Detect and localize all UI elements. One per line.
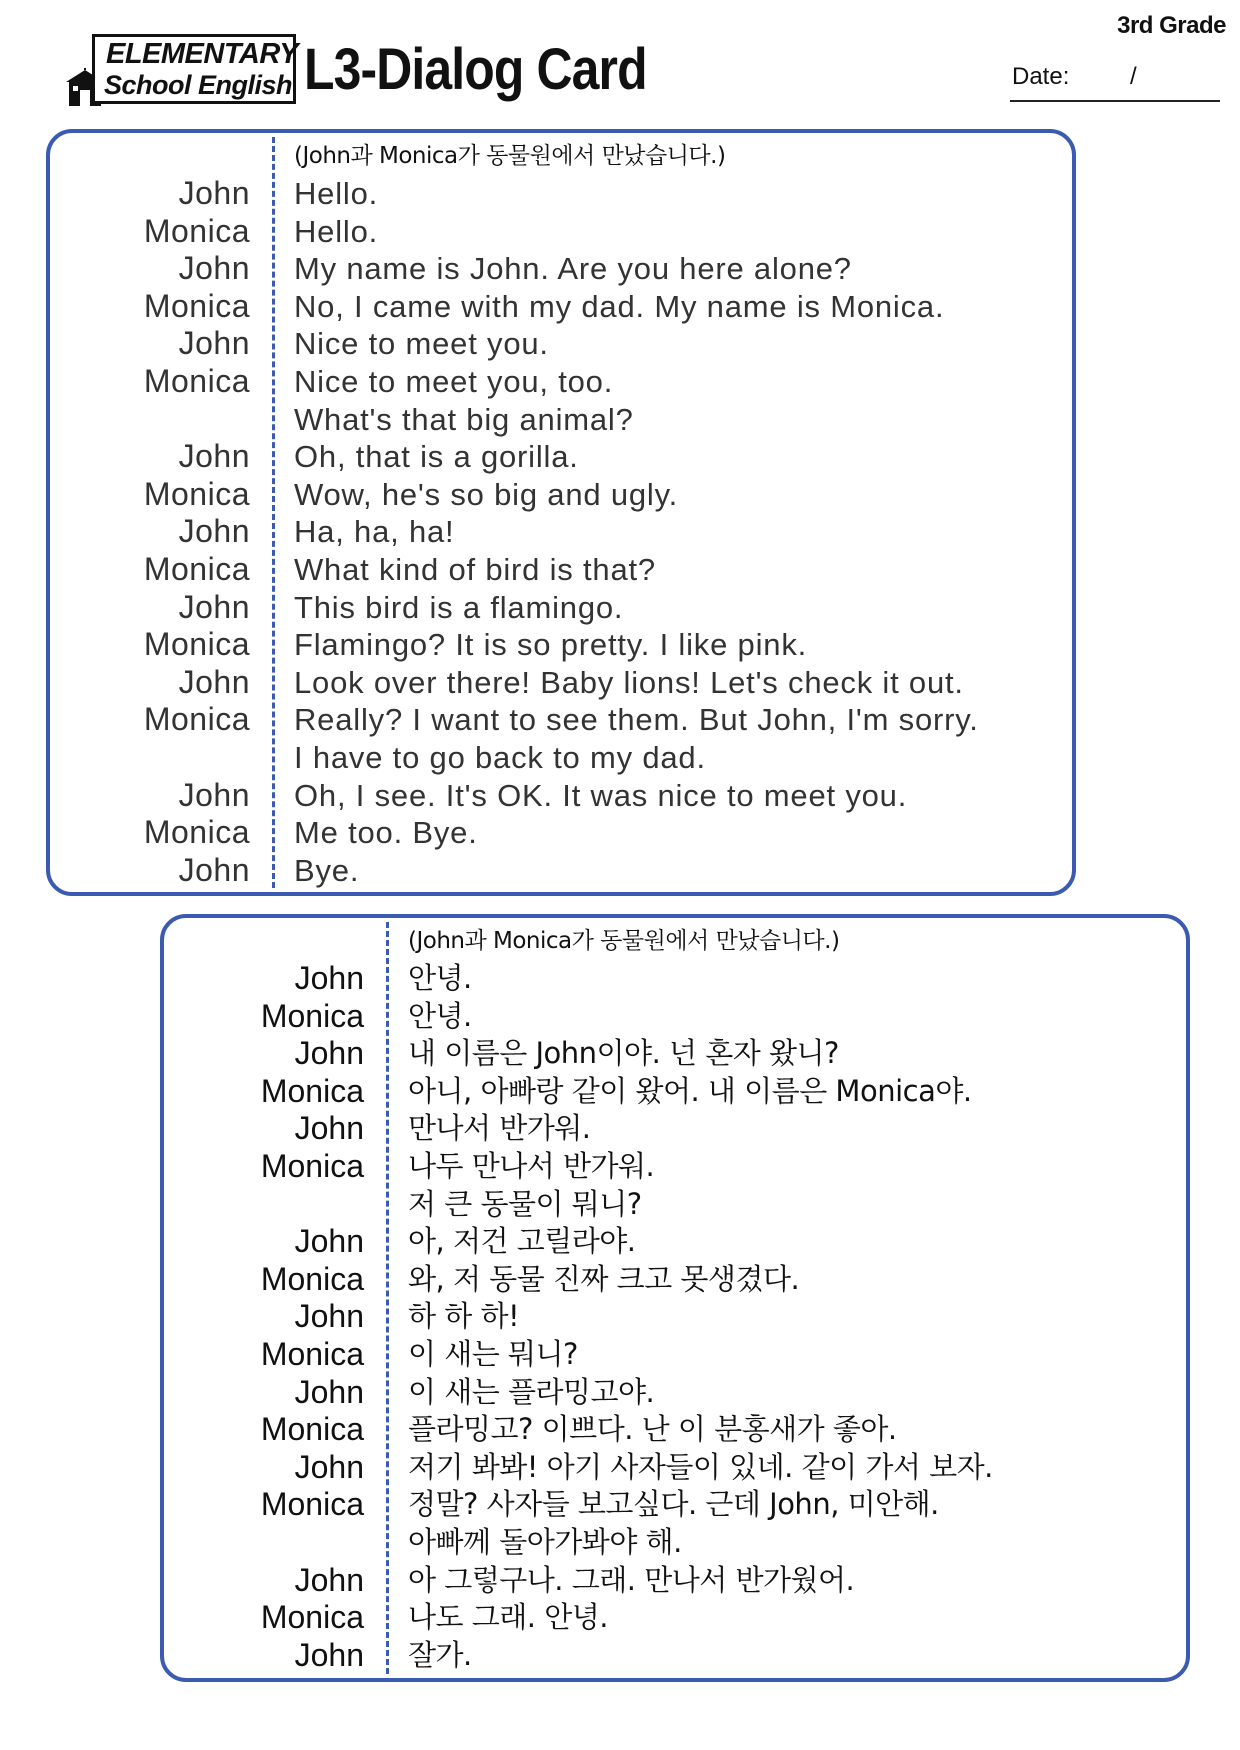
dialog-text: 아, 저건 고릴라야. xyxy=(408,1224,636,1259)
dialog-text: 저기 봐봐! 아기 사자들이 있네. 같이 가서 보자. xyxy=(408,1449,993,1484)
scene-note xyxy=(50,139,1072,175)
speaker-name: John xyxy=(178,438,250,475)
grade-label: 3rd Grade xyxy=(1117,12,1226,39)
speaker-name: John xyxy=(294,1373,364,1410)
date-underline xyxy=(1010,100,1220,102)
scene-note-text: (John과 Monica가 동물원에서 만났습니다.) xyxy=(294,143,726,169)
scene-note xyxy=(164,924,1186,960)
dialog-line xyxy=(50,814,1072,852)
speaker-name: Monica xyxy=(260,1072,364,1109)
speaker-name: John xyxy=(178,250,250,287)
speaker-name: John xyxy=(178,513,250,550)
dialog-text: 이 새는 플라밍고야. xyxy=(408,1374,655,1409)
dialog-text: Nice to meet you, too. xyxy=(294,363,614,399)
dialog-text: 안녕. xyxy=(408,961,472,995)
speaker-name: John xyxy=(178,588,250,625)
dialog-text: I have to go back to my dad. xyxy=(294,739,706,775)
speaker-name: Monica xyxy=(260,997,364,1034)
dialog-text: No, I came with my dad. My name is Monica. xyxy=(294,288,945,324)
dialog-line xyxy=(164,1449,1186,1487)
speaker-name: Monica xyxy=(260,1147,364,1184)
dialog-line xyxy=(50,852,1072,890)
speaker-name: John xyxy=(178,175,250,211)
speaker-name: Monica xyxy=(143,626,250,663)
speaker-name: John xyxy=(178,663,250,700)
dialog-line xyxy=(50,701,1072,739)
dialog-text: 안녕. xyxy=(408,998,472,1033)
dialog-line xyxy=(50,213,1072,251)
dialog-text: Flamingo? It is so pretty. I like pink. xyxy=(294,627,808,663)
dialog-text: 하 하 하! xyxy=(408,1299,520,1334)
dialog-line xyxy=(164,1562,1186,1600)
dialog-line xyxy=(50,288,1072,326)
dialog-text: My name is John. Are you here alone? xyxy=(294,251,852,287)
dialog-text: 아 그렇구나. 그래. 만나서 반가웠어. xyxy=(408,1562,855,1597)
english-dialog-card xyxy=(46,129,1076,896)
dialog-line xyxy=(50,250,1072,288)
dialog-line xyxy=(50,589,1072,627)
speaker-name: Monica xyxy=(260,1260,364,1297)
dialog-text: 나두 만나서 반가워. xyxy=(408,1148,655,1183)
dialog-text: What's that big animal? xyxy=(294,401,634,437)
dialog-text: Oh, that is a gorilla. xyxy=(294,439,579,475)
dialog-line xyxy=(164,1637,1186,1675)
dialog-line xyxy=(164,1035,1186,1073)
speaker-name: John xyxy=(294,1298,364,1335)
speaker-name: John xyxy=(294,1448,364,1485)
speaker-name: Monica xyxy=(143,814,250,851)
dialog-text: 잘가. xyxy=(408,1637,472,1672)
dialog-line xyxy=(50,175,1072,213)
dialog-line xyxy=(164,998,1186,1036)
dialog-text: 아니, 아빠랑 같이 왔어. 내 이름은 Monica야. xyxy=(408,1073,972,1108)
dialog-line xyxy=(164,1298,1186,1336)
dialog-line xyxy=(164,1486,1186,1524)
speaker-name: Monica xyxy=(143,550,250,587)
dialog-line xyxy=(50,664,1072,702)
dialog-text: 나도 그래. 안녕. xyxy=(408,1600,608,1635)
dialog-text: Hello. xyxy=(294,176,379,211)
dialog-line xyxy=(50,551,1072,589)
logo-text-school-english: School English xyxy=(104,70,293,100)
dialog-text: 정말? 사자들 보고싶다. 근데 John, 미안해. xyxy=(408,1487,939,1522)
dialog-text: Me too. Bye. xyxy=(294,815,478,851)
dialog-line xyxy=(50,438,1072,476)
dialog-line xyxy=(50,363,1072,401)
dialog-line xyxy=(50,513,1072,551)
dialog-line xyxy=(164,1261,1186,1299)
date-separator: / xyxy=(1130,63,1137,90)
dialog-text: Oh, I see. It's OK. It was nice to meet you. xyxy=(294,777,908,813)
dialog-line xyxy=(164,1599,1186,1637)
speaker-name: Monica xyxy=(143,287,250,324)
dialog-line xyxy=(50,777,1072,815)
korean-dialog-card xyxy=(160,914,1190,1682)
speaker-name: Monica xyxy=(260,1335,364,1372)
speaker-name: Monica xyxy=(260,1486,364,1523)
dialog-line xyxy=(164,1186,1186,1224)
dialog-text: 이 새는 뭐니? xyxy=(408,1336,578,1371)
dialog-line xyxy=(164,1223,1186,1261)
speaker-name: Monica xyxy=(143,701,250,738)
dialog-text: What kind of bird is that? xyxy=(294,551,656,587)
dialog-line xyxy=(50,401,1072,439)
dialog-line xyxy=(50,325,1072,363)
dialog-text: 내 이름은 John이야. 넌 혼자 왔니? xyxy=(408,1036,839,1071)
dialog-text: This bird is a flamingo. xyxy=(294,589,624,625)
speaker-name: Monica xyxy=(143,212,250,249)
speaker-name: John xyxy=(178,851,250,888)
dialog-line xyxy=(164,1374,1186,1412)
dialog-text: Ha, ha, ha! xyxy=(294,514,455,550)
speaker-name: Monica xyxy=(143,362,250,399)
speaker-name: John xyxy=(294,1636,364,1673)
speaker-name: John xyxy=(294,1561,364,1598)
dialog-text: Look over there! Baby lions! Let's check it out. xyxy=(294,664,964,700)
speaker-name: John xyxy=(294,1223,364,1260)
speaker-name: John xyxy=(178,325,250,362)
speaker-name: John xyxy=(294,1035,364,1072)
dialog-line xyxy=(164,1524,1186,1562)
speaker-name: Monica xyxy=(260,1411,364,1448)
logo-text-elementary: ELEMENTARY xyxy=(106,38,299,70)
page-title: L3-Dialog Card xyxy=(304,37,647,102)
dialog-line xyxy=(164,1148,1186,1186)
dialog-line xyxy=(164,1110,1186,1148)
dialog-text: Bye. xyxy=(294,852,360,888)
dialog-text: 플라밍고? 이쁘다. 난 이 분홍새가 좋아. xyxy=(408,1412,897,1447)
dialog-line xyxy=(50,626,1072,664)
dialog-text: Hello. xyxy=(294,213,379,249)
speaker-name: Monica xyxy=(143,475,250,512)
dialog-line xyxy=(164,1411,1186,1449)
dialog-text: 만나서 반가워. xyxy=(408,1111,591,1146)
dialog-line xyxy=(50,476,1072,514)
dialog-text: 아빠께 돌아가봐야 해. xyxy=(408,1524,682,1559)
dialog-text: 저 큰 동물이 뭐니? xyxy=(408,1186,642,1221)
speaker-name: Monica xyxy=(260,1599,364,1636)
dialog-text: Really? I want to see them. But John, I'm sorry. xyxy=(294,702,979,738)
dialog-line xyxy=(164,1073,1186,1111)
dialog-text: 와, 저 동물 진짜 크고 못생겼다. xyxy=(408,1261,800,1296)
korean-dialog-list xyxy=(164,924,1186,1674)
dialog-text: Wow, he's so big and ugly. xyxy=(294,476,679,512)
dialog-line xyxy=(50,739,1072,777)
date-label: Date: xyxy=(1012,63,1070,90)
dialog-line xyxy=(164,1336,1186,1374)
speaker-name: John xyxy=(294,1110,364,1147)
english-dialog-list xyxy=(50,139,1072,889)
school-logo xyxy=(64,34,298,106)
dialog-text: Nice to meet you. xyxy=(294,326,549,362)
speaker-name: John xyxy=(178,776,250,813)
speaker-name: John xyxy=(294,960,364,996)
dialog-line xyxy=(164,960,1186,998)
scene-note-text: (John과 Monica가 동물원에서 만났습니다.) xyxy=(408,928,840,954)
